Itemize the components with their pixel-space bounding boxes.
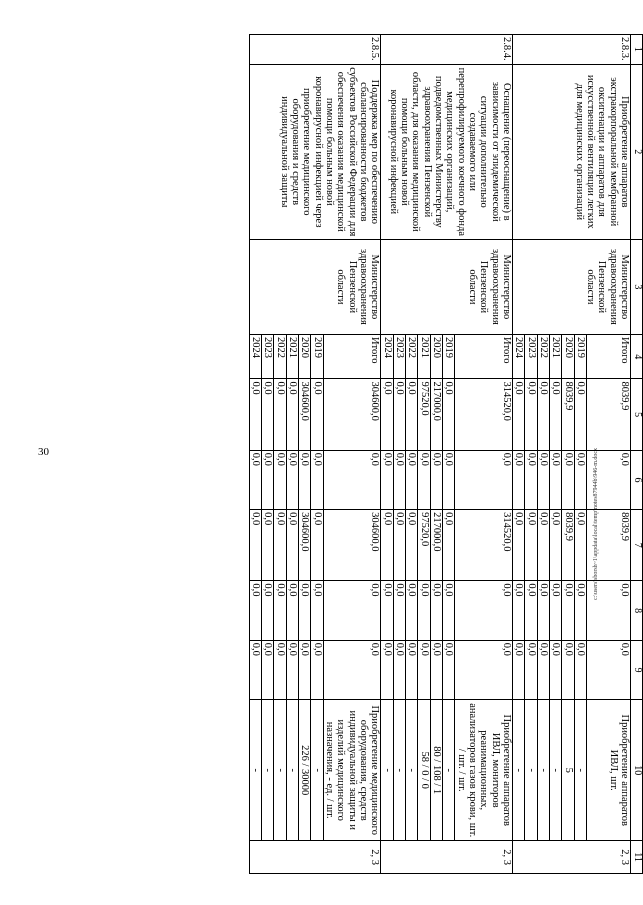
indicator-description: Приобретение медицинского оборудования, средств индивидуальной защиты и изделий медицинского назначения, - ед. / шт.	[323, 700, 381, 841]
local-cell: 0,0	[550, 581, 562, 640]
total-regional: 304600,0	[323, 510, 381, 581]
federal-cell: 0,0	[249, 450, 261, 509]
column-number: 8	[631, 581, 643, 640]
total-amount: 304600,0	[323, 379, 381, 450]
other-cell: 0,0	[525, 640, 537, 699]
other-cell: 0,0	[381, 640, 393, 699]
total-amount: 8039,9	[587, 379, 631, 450]
federal-cell: 0,0	[406, 450, 418, 509]
other-cell: 0,0	[311, 640, 323, 699]
local-cell: 0,0	[574, 581, 586, 640]
federal-cell: 0,0	[274, 450, 286, 509]
target-indicator-refs: 2, 3	[513, 841, 631, 874]
federal-cell: 0,0	[299, 450, 311, 509]
amount-cell: 304600,0	[299, 379, 311, 450]
amount-cell: 97520,0	[418, 379, 430, 450]
regional-cell: 0,0	[311, 510, 323, 581]
table-body	[249, 35, 642, 874]
indicator-value-cell: -	[513, 700, 525, 841]
column-number-header-row	[631, 35, 643, 874]
other-cell: 0,0	[299, 640, 311, 699]
total-label: Итого	[455, 334, 513, 379]
regional-cell: 0,0	[262, 510, 274, 581]
amount-cell: 0,0	[513, 379, 525, 450]
other-cell: 0,0	[406, 640, 418, 699]
indicator-description: Приобретение аппаратов ИВЛ, шт.	[587, 700, 631, 841]
federal-cell: 0,0	[562, 450, 574, 509]
column-number: 2	[631, 64, 643, 239]
amount-cell: 8039,9	[562, 379, 574, 450]
other-cell: 0,0	[393, 640, 405, 699]
other-cell: 0,0	[274, 640, 286, 699]
total-label: Итого	[587, 334, 631, 379]
total-federal: 0,0	[323, 450, 381, 509]
column-number: 5	[631, 379, 643, 450]
total-federal: 0,0	[455, 450, 513, 509]
local-cell: 0,0	[513, 581, 525, 640]
local-cell: 0,0	[393, 581, 405, 640]
local-cell: 0,0	[286, 581, 298, 640]
federal-cell: 0,0	[262, 450, 274, 509]
indicator-value-cell: -	[262, 700, 274, 841]
amount-cell: 0,0	[286, 379, 298, 450]
other-cell: 0,0	[574, 640, 586, 699]
federal-cell: 0,0	[550, 450, 562, 509]
regional-cell: 0,0	[537, 510, 549, 581]
federal-cell: 0,0	[418, 450, 430, 509]
column-number: 9	[631, 640, 643, 699]
indicator-value-cell: -	[249, 700, 261, 841]
regional-cell: 0,0	[249, 510, 261, 581]
local-cell: 0,0	[299, 581, 311, 640]
amount-cell: 0,0	[443, 379, 455, 450]
year-cell: 2022	[406, 334, 418, 379]
indicator-value-cell: -	[274, 700, 286, 841]
indicator-value-cell: -	[393, 700, 405, 841]
federal-cell: 0,0	[286, 450, 298, 509]
regional-cell: 0,0	[381, 510, 393, 581]
column-number: 4	[631, 334, 643, 379]
year-cell: 2023	[262, 334, 274, 379]
amount-cell: 0,0	[525, 379, 537, 450]
local-cell: 0,0	[525, 581, 537, 640]
local-cell: 0,0	[418, 581, 430, 640]
indicator-value-cell: -	[381, 700, 393, 841]
page-number: 30	[38, 446, 49, 458]
regional-cell: 0,0	[274, 510, 286, 581]
regional-cell: 8039,9	[562, 510, 574, 581]
column-number: 1	[631, 35, 643, 65]
column-number: 10	[631, 700, 643, 841]
indicator-value-cell: 5	[562, 700, 574, 841]
total-other: 0,0	[455, 640, 513, 699]
amount-cell: 0,0	[537, 379, 549, 450]
local-cell: 0,0	[262, 581, 274, 640]
responsible-organization: Министерство здравоохранения Пензенской области	[249, 239, 381, 334]
regional-cell: 0,0	[550, 510, 562, 581]
year-cell: 2019	[574, 334, 586, 379]
other-cell: 0,0	[262, 640, 274, 699]
total-local: 0,0	[323, 581, 381, 640]
regional-cell: 97520,0	[418, 510, 430, 581]
federal-cell: 0,0	[381, 450, 393, 509]
year-cell: 2020	[299, 334, 311, 379]
total-amount: 314520,0	[455, 379, 513, 450]
other-cell: 0,0	[430, 640, 442, 699]
total-federal: 0,0	[587, 450, 631, 509]
total-regional: 8039,9	[587, 510, 631, 581]
indicator-value-cell: -	[537, 700, 549, 841]
other-cell: 0,0	[249, 640, 261, 699]
total-label: Итого	[323, 334, 381, 379]
measure-number: 2.8.5.	[249, 35, 381, 65]
year-cell: 2023	[393, 334, 405, 379]
indicator-description: Приобретение аппаратов ИВЛ, мониторов реанимационных, анализаторов газов крови, шт. / шт. / шт.	[455, 700, 513, 841]
total-other: 0,0	[323, 640, 381, 699]
other-cell: 0,0	[513, 640, 525, 699]
indicator-value-cell: -	[311, 700, 323, 841]
year-cell: 2019	[311, 334, 323, 379]
indicator-value-cell: -	[550, 700, 562, 841]
year-cell: 2019	[443, 334, 455, 379]
year-cell: 2024	[381, 334, 393, 379]
total-local: 0,0	[587, 581, 631, 640]
local-cell: 0,0	[249, 581, 261, 640]
indicator-value-cell: 226 / 30000	[299, 700, 311, 841]
local-cell: 0,0	[381, 581, 393, 640]
year-cell: 2022	[537, 334, 549, 379]
total-local: 0,0	[455, 581, 513, 640]
total-regional: 314520,0	[455, 510, 513, 581]
amount-cell: 0,0	[274, 379, 286, 450]
other-cell: 0,0	[286, 640, 298, 699]
total-other: 0,0	[587, 640, 631, 699]
regional-cell: 0,0	[393, 510, 405, 581]
measure-name: Поддержка мер по обеспечению сбалансированности бюджетов субъектов Российской Федерации для обеспечения оказания медицинской помощи больным новой коронавирусной инфекцией через приобретение медицинского оборудования и средств индивидуальной защиты	[249, 64, 381, 239]
regional-cell: 0,0	[574, 510, 586, 581]
regional-cell: 0,0	[525, 510, 537, 581]
footer-file-path: c:\users\sborsh~1\appdata\local\temp\notes87944b\946-m.docx	[593, 447, 599, 600]
amount-cell: 0,0	[550, 379, 562, 450]
other-cell: 0,0	[562, 640, 574, 699]
year-cell: 2021	[418, 334, 430, 379]
indicator-value-cell: -	[525, 700, 537, 841]
other-cell: 0,0	[443, 640, 455, 699]
amount-cell: 0,0	[311, 379, 323, 450]
other-cell: 0,0	[550, 640, 562, 699]
table-viewport	[105, 34, 643, 874]
regional-cell: 0,0	[286, 510, 298, 581]
other-cell: 0,0	[418, 640, 430, 699]
year-cell: 2020	[562, 334, 574, 379]
year-cell: 2021	[286, 334, 298, 379]
other-cell: 0,0	[537, 640, 549, 699]
local-cell: 0,0	[537, 581, 549, 640]
column-number: 11	[631, 841, 643, 874]
responsible-organization: Министерство здравоохранения Пензенской области	[381, 239, 513, 334]
indicator-value-cell: -	[286, 700, 298, 841]
target-indicator-refs: 2, 3	[249, 841, 381, 874]
program-measures-table	[249, 34, 643, 874]
indicator-value-cell: 80 / 108 / 1	[430, 700, 442, 841]
federal-cell: 0,0	[525, 450, 537, 509]
federal-cell: 0,0	[393, 450, 405, 509]
year-cell: 2020	[430, 334, 442, 379]
indicator-value-cell: -	[406, 700, 418, 841]
federal-cell: 0,0	[443, 450, 455, 509]
regional-cell: 304600,0	[299, 510, 311, 581]
year-cell: 2024	[513, 334, 525, 379]
federal-cell: 0,0	[537, 450, 549, 509]
amount-cell: 0,0	[249, 379, 261, 450]
year-cell: 2021	[550, 334, 562, 379]
local-cell: 0,0	[430, 581, 442, 640]
year-cell: 2023	[525, 334, 537, 379]
rotated-table-container	[105, 34, 643, 874]
year-cell: 2022	[274, 334, 286, 379]
measure-number: 2.8.3.	[513, 35, 631, 65]
measure-number: 2.8.4.	[381, 35, 513, 65]
target-indicator-refs: 2, 3	[381, 841, 513, 874]
federal-cell: 0,0	[574, 450, 586, 509]
year-cell: 2024	[249, 334, 261, 379]
local-cell: 0,0	[562, 581, 574, 640]
regional-cell: 0,0	[513, 510, 525, 581]
local-cell: 0,0	[311, 581, 323, 640]
federal-cell: 0,0	[311, 450, 323, 509]
amount-cell: 217000,0	[430, 379, 442, 450]
amount-cell: 0,0	[574, 379, 586, 450]
local-cell: 0,0	[274, 581, 286, 640]
column-number: 3	[631, 239, 643, 334]
measure-name: Оснащение (переоснащение) в зависимости от эпидемической ситуации дополнительно создаваемого или перепрофилируемого коечного фонда медицинских организаций, подведомственных Министерству здравоохранения Пензенской области, для оказания медицинской помощи больным новой коронавирусной инфекцией	[381, 64, 513, 239]
regional-cell: 0,0	[406, 510, 418, 581]
column-number: 7	[631, 510, 643, 581]
indicator-value-cell: 58 / 0 / 0	[418, 700, 430, 841]
column-number: 6	[631, 450, 643, 509]
regional-cell: 0,0	[443, 510, 455, 581]
federal-cell: 0,0	[513, 450, 525, 509]
indicator-value-cell: -	[443, 700, 455, 841]
local-cell: 0,0	[406, 581, 418, 640]
local-cell: 0,0	[443, 581, 455, 640]
federal-cell: 0,0	[430, 450, 442, 509]
responsible-organization: Министерство здравоохранения Пензенской области	[513, 239, 631, 334]
amount-cell: 0,0	[262, 379, 274, 450]
amount-cell: 0,0	[381, 379, 393, 450]
measure-name: Приобретение аппаратов экстракорпоральной мембранной оксигенации и аппаратов для искусственной вентиляции легких для медицинских организаций	[513, 64, 631, 239]
indicator-value-cell: -	[574, 700, 586, 841]
amount-cell: 0,0	[393, 379, 405, 450]
amount-cell: 0,0	[406, 379, 418, 450]
regional-cell: 217000,0	[430, 510, 442, 581]
